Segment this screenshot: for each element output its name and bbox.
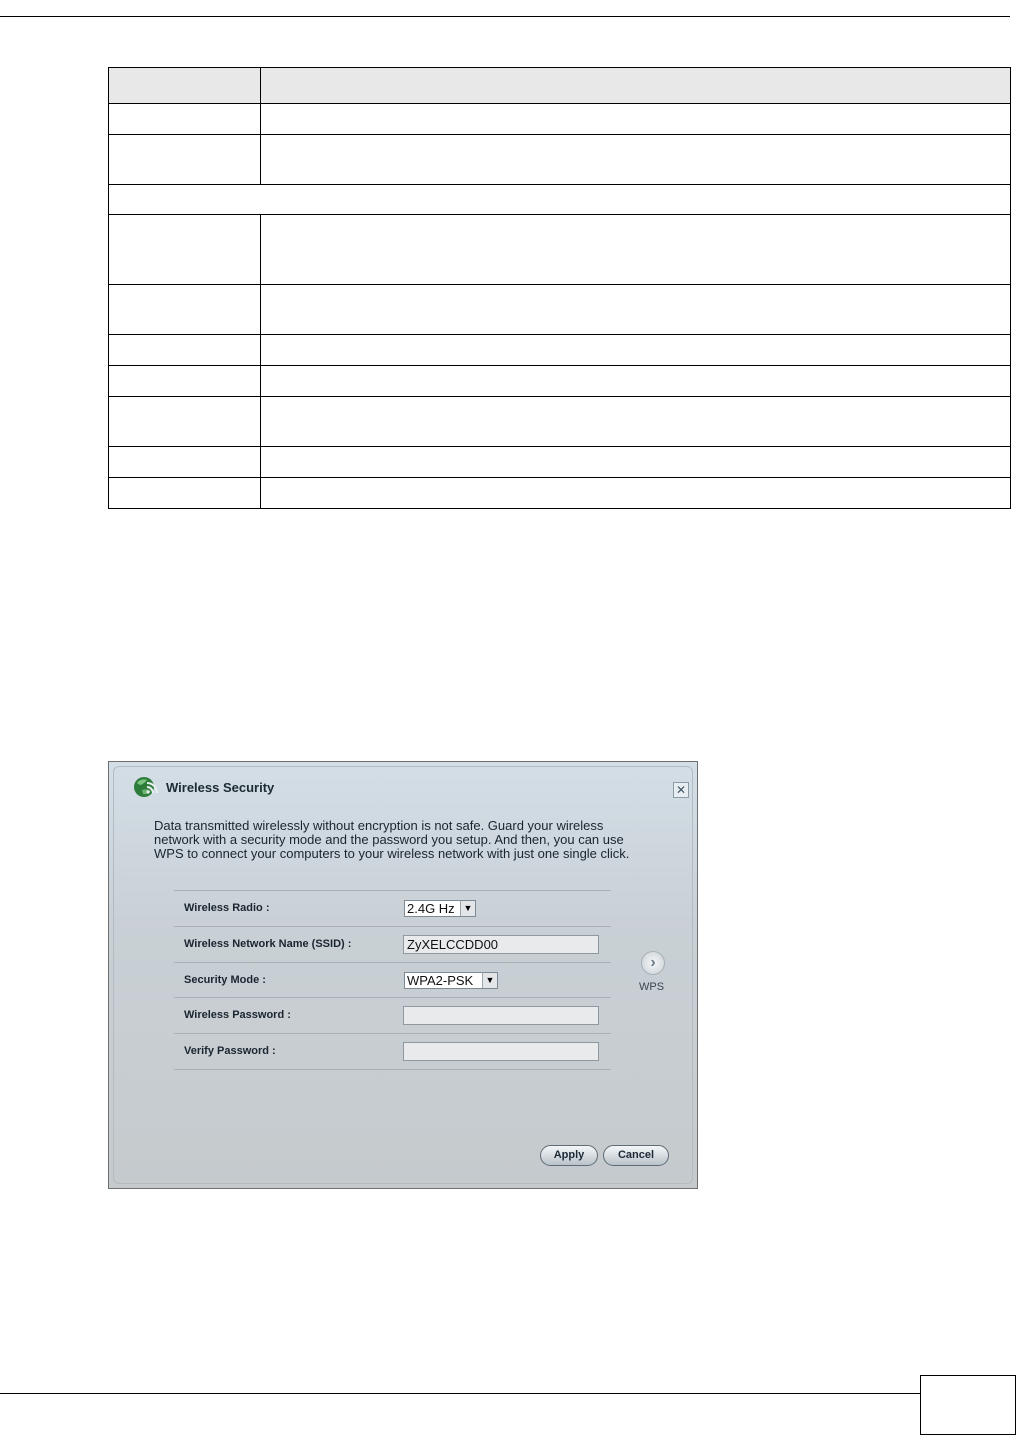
table-cell: [261, 135, 1011, 185]
wireless-globe-icon: [132, 774, 158, 800]
chevron-down-icon[interactable]: ▼: [460, 901, 475, 916]
table-cell: [109, 104, 261, 135]
table-cell: [109, 215, 261, 285]
table-section-cell: [109, 185, 1011, 215]
table-row: [109, 135, 1011, 185]
table-cell: [109, 135, 261, 185]
wireless-radio-label: Wireless Radio :: [184, 902, 270, 914]
wireless-password-input[interactable]: [403, 1006, 599, 1025]
table-row: [109, 335, 1011, 366]
chevron-right-icon[interactable]: ›: [641, 951, 665, 975]
wireless-radio-value: 2.4G Hz: [407, 901, 455, 916]
close-icon[interactable]: ✕: [673, 782, 689, 798]
table-cell: [261, 104, 1011, 135]
wireless-password-label: Wireless Password :: [184, 1009, 291, 1021]
wireless-password-row: [174, 997, 611, 1033]
table-cell: [261, 478, 1011, 509]
dialog-title: Wireless Security: [166, 780, 275, 795]
table-cell: [261, 397, 1011, 447]
table-header-cell: [261, 68, 1011, 104]
table-cell: [109, 285, 261, 335]
table-row: [109, 366, 1011, 397]
intro-text-line: Data transmitted wirelessly without encryption is not safe. Guard your wireless: [154, 818, 604, 833]
table-row: [109, 285, 1011, 335]
apply-button[interactable]: Apply: [540, 1145, 598, 1166]
wps-label[interactable]: WPS: [639, 981, 665, 993]
table-cell: [261, 285, 1011, 335]
header-rule: [0, 16, 1010, 17]
table-row: [109, 397, 1011, 447]
table-row: [109, 185, 1011, 215]
table-cell: [109, 335, 261, 366]
table-cell: [109, 366, 261, 397]
table-cell: [109, 478, 261, 509]
cancel-button[interactable]: Cancel: [603, 1145, 669, 1166]
wireless-radio-select[interactable]: [404, 900, 476, 917]
intro-text-line: WPS to connect your computers to your wireless network with just one single click.: [154, 846, 630, 861]
table-row: [109, 104, 1011, 135]
security-mode-label: Security Mode :: [184, 974, 266, 986]
table-header-row: [109, 68, 1011, 104]
table-cell: [261, 215, 1011, 285]
table-row: [109, 215, 1011, 285]
description-table: [108, 67, 1011, 509]
table-cell: [261, 447, 1011, 478]
table-cell: [109, 447, 261, 478]
table-header-cell: [109, 68, 261, 104]
security-mode-value: WPA2-PSK: [407, 973, 474, 988]
intro-text-line: network with a security mode and the password you setup. And then, you can use: [154, 832, 624, 847]
verify-password-row: [174, 1033, 611, 1070]
table-cell: [261, 366, 1011, 397]
verify-password-input[interactable]: [403, 1042, 599, 1061]
security-mode-row: [174, 962, 611, 998]
page-number-box: [920, 1375, 1016, 1435]
ssid-row: [174, 926, 611, 962]
verify-password-label: Verify Password :: [184, 1045, 276, 1057]
table-row: [109, 478, 1011, 509]
ssid-label: Wireless Network Name (SSID) :: [184, 938, 352, 950]
table-row: [109, 447, 1011, 478]
chevron-down-icon[interactable]: ▼: [482, 973, 497, 988]
wireless-radio-row: [174, 890, 611, 926]
wireless-security-dialog: [108, 761, 698, 1189]
ssid-input[interactable]: [403, 935, 599, 954]
footer-rule: [0, 1393, 920, 1394]
security-mode-select[interactable]: [404, 972, 498, 989]
table-cell: [109, 397, 261, 447]
dialog-frame: [113, 766, 693, 1184]
table-cell: [261, 335, 1011, 366]
